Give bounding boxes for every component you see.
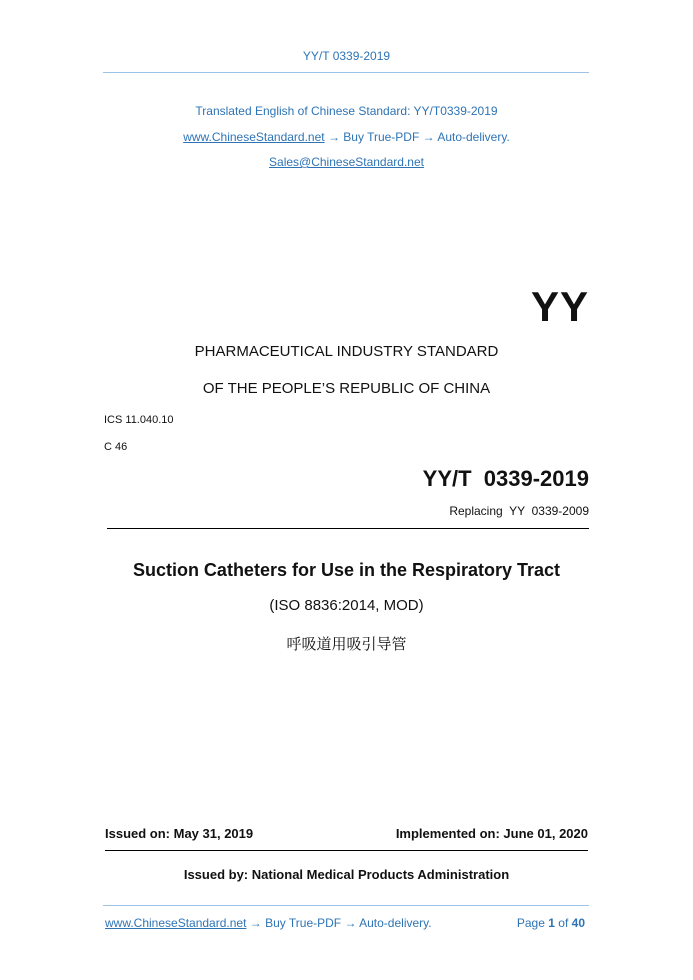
dates-divider (105, 850, 588, 851)
issuing-authority: Issued by: National Medical Products Administration (183, 867, 510, 882)
purchase-line (0, 130, 693, 144)
ics-code: ICS 11.040.10 (104, 414, 174, 426)
footer-buy-text: → Buy True-PDF → Auto-delivery. (249, 916, 432, 930)
page-current: 1 (548, 916, 555, 930)
buy-text: → Buy True-PDF → Auto-delivery. (327, 130, 510, 144)
footer-divider (103, 905, 589, 906)
website-link[interactable]: www.ChineseStandard.net (183, 130, 325, 144)
implemented-on-date: Implemented on: June 01, 2020 (395, 826, 588, 841)
header-divider (103, 72, 589, 73)
page-of: of (558, 916, 569, 930)
document-title: Suction Catheters for Use in the Respiratory Tract (132, 560, 561, 580)
translated-notice: Translated English of Chinese Standard: YY/T0339-2019 (195, 104, 498, 118)
chinese-title: 呼吸道用吸引导管 (286, 635, 407, 653)
running-header: YY/T 0339-2019 (302, 49, 391, 63)
standard-number: YY/T 0339-2019 (422, 466, 589, 491)
issued-on-date: Issued on: May 31, 2019 (105, 826, 254, 841)
sales-line (0, 155, 693, 169)
page-label: Page (516, 916, 545, 930)
page-total: 40 (571, 916, 585, 930)
footer-website-link[interactable]: www.ChineseStandard.net (105, 916, 247, 930)
footer-purchase-line (105, 916, 432, 930)
industry-line-2: OF THE PEOPLE’S REPUBLIC OF CHINA (202, 380, 491, 397)
iso-reference: (ISO 8836:2014, MOD) (269, 597, 424, 614)
title-divider (107, 528, 589, 529)
page-indicator (517, 916, 585, 930)
ccs-code: C 46 (104, 441, 128, 453)
category-code: YY (530, 283, 589, 330)
industry-line-1: PHARMACEUTICAL INDUSTRY STANDARD (194, 343, 499, 360)
replacing-note: Replacing YY 0339-2009 (449, 504, 589, 518)
sales-email-link[interactable]: Sales@ChineseStandard.net (269, 155, 424, 169)
